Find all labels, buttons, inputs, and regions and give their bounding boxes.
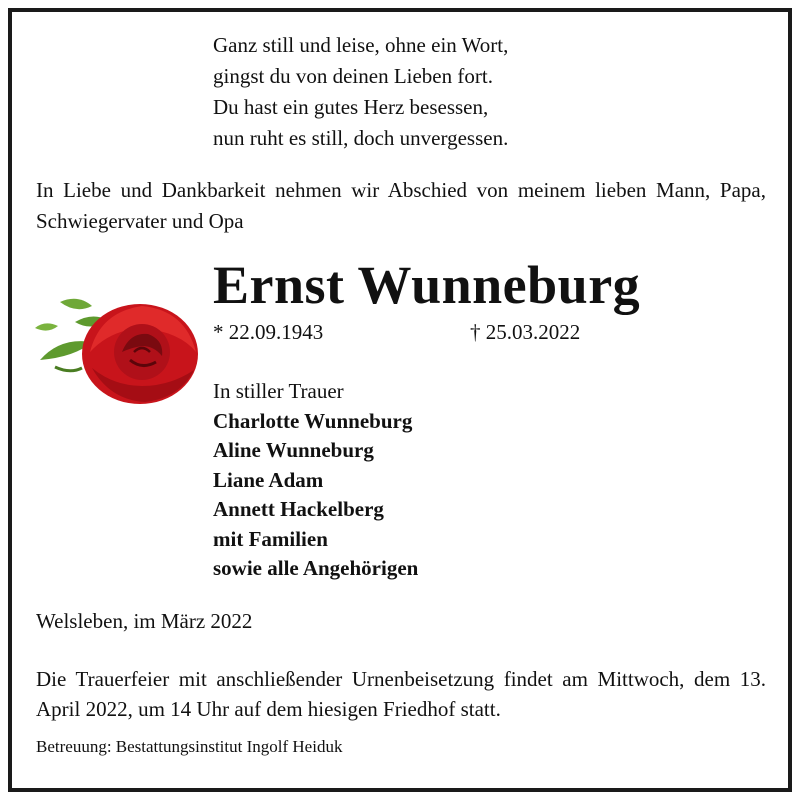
- mourner-name: Charlotte Wunneburg: [213, 408, 413, 433]
- mourner-name: mit Familien: [213, 526, 328, 551]
- red-rose-icon: [30, 282, 200, 412]
- poem-line: gingst du von deinen Lieben fort.: [213, 64, 493, 88]
- poem-line: Ganz still und leise, ohne ein Wort,: [213, 33, 509, 57]
- birth-date: * 22.09.1943: [213, 320, 324, 344]
- funeral-home-credit: Betreuung: Bestattungsinstitut Ingolf Heiduk: [36, 737, 343, 756]
- mourner-name: sowie alle Angehörigen: [213, 556, 419, 580]
- poem: [213, 30, 508, 154]
- mourner-name: Aline Wunneburg: [213, 438, 374, 462]
- service-info: Die Trauerfeier mit anschließender Urnenbeisetzung findet am Mittwoch, dem 13. April 2022, um 14 Uhr auf dem hiesigen Friedhof statt.: [36, 667, 766, 721]
- deceased-name: Ernst Wunneburg: [213, 255, 641, 315]
- mourner-name: Liane Adam: [213, 467, 324, 492]
- mourners-block: [213, 377, 418, 584]
- death-date: † 25.03.2022: [470, 320, 581, 344]
- place-date: Welsleben, im März 2022: [36, 609, 253, 633]
- mourners-heading: In stiller Trauer: [213, 379, 344, 403]
- poem-line: Du hast ein gutes Herz besessen,: [213, 95, 489, 119]
- intro-text: In Liebe und Dankbarkeit nehmen wir Abschied von meinem lieben Mann, Papa, Schwiegervater und Opa: [36, 178, 766, 233]
- mourner-name: Annett Hackelberg: [213, 497, 384, 521]
- poem-line: nun ruht es still, doch unvergessen.: [213, 126, 509, 150]
